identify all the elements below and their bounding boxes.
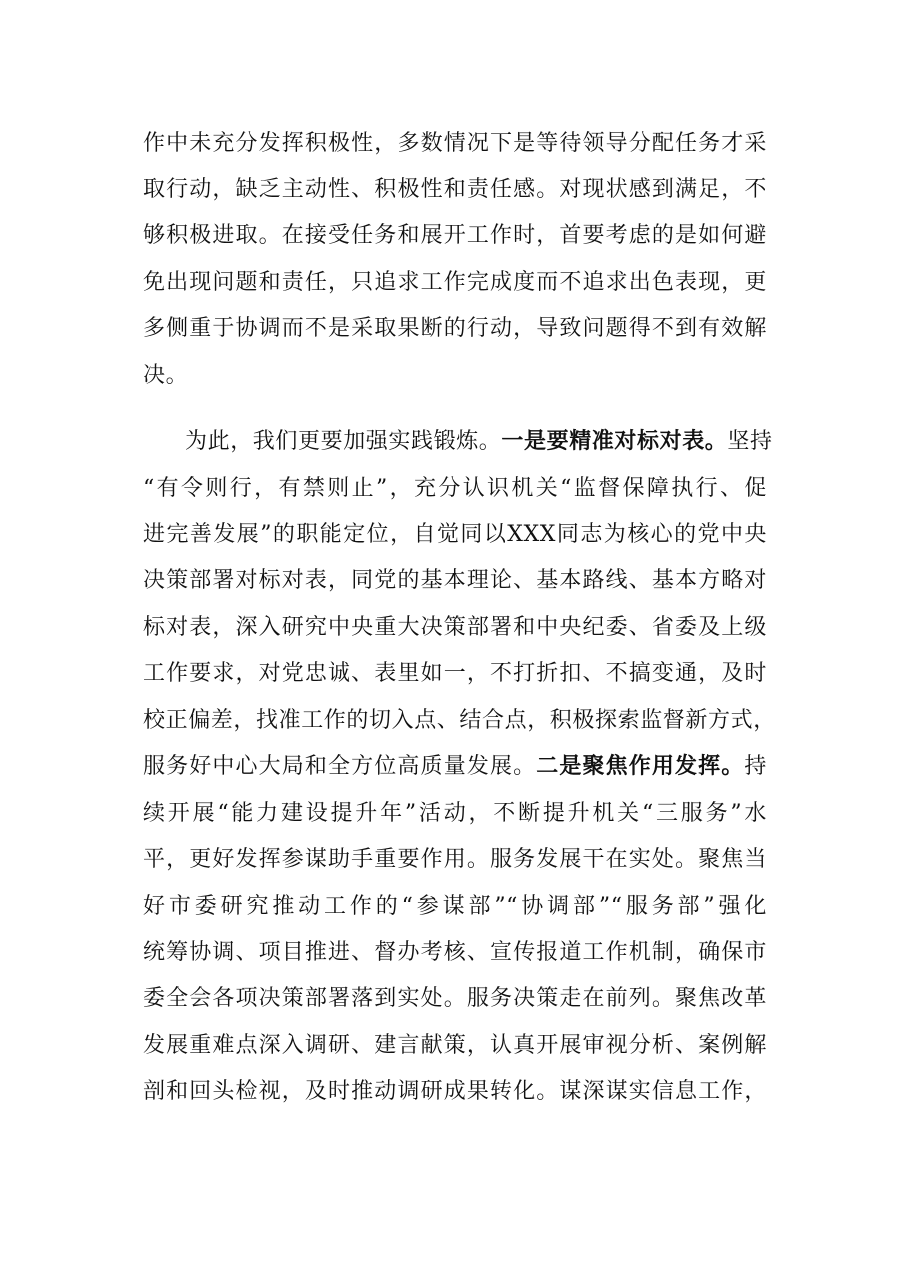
text-line: 平，更好发挥参谋助手重要作用。服务发展干在实处。聚焦当 <box>143 847 767 872</box>
text-line: 决策部署对标对表，同党的基本理论、基本路线、基本方略对 <box>143 568 767 593</box>
text-line: 委全会各项决策部署落到实处。服务决策走在前列。聚焦改革 <box>143 986 767 1011</box>
text-line: 作中未充分发挥积极性，多数情况下是等待领导分配任务才采 <box>143 131 767 156</box>
text-line: 工作要求，对党忠诚、表里如一，不打折扣、不搞变通，及时 <box>143 661 767 686</box>
text-line <box>185 427 773 457</box>
text-line: 续开展“能力建设提升年”活动，不断提升机关“三服务”水 <box>143 801 767 826</box>
text-line: 够积极进取。在接受任务和展开工作时，首要考虑的是如何避 <box>143 223 767 248</box>
text-line: 标对表，深入研究中央重大决策部署和中央纪委、省委及上级 <box>143 615 767 640</box>
text-line: 剖和回头检视，及时推动调研成果转化。谋深谋实信息工作， <box>143 1079 767 1104</box>
text-run: 为此，我们更要加强实践锻炼。 <box>185 429 502 454</box>
text-line: “有令则行，有禁则止”，充分认识机关“监督保障执行、促 <box>143 476 767 501</box>
text-line: 决。 <box>143 363 189 388</box>
bold-heading-2: 二是聚焦作用发挥。 <box>536 754 745 779</box>
text-line: 多侧重于协调而不是采取果断的行动，导致问题得不到有效解 <box>143 316 767 341</box>
text-line: 免出现问题和责任，只追求工作完成度而不追求出色表现，更 <box>143 270 767 295</box>
text-run: 服务好中心大局和全方位高质量发展。 <box>143 754 537 779</box>
text-run: 坚持 <box>727 429 773 454</box>
text-line: 好市委研究推动工作的“参谋部”“协调部”“服务部”强化 <box>143 894 767 919</box>
text-run: 持 <box>744 754 767 779</box>
text-line: 统筹协调、项目推进、督办考核、宣传报道工作机制，确保市 <box>143 940 767 965</box>
text-line: 校正偏差，找准工作的切入点、结合点，积极探索监督新方式， <box>143 708 776 733</box>
text-line: 发展重难点深入调研、建言献策，认真开展审视分析、案例解 <box>143 1033 767 1058</box>
bold-heading-1: 一是要精准对标对表。 <box>501 429 728 454</box>
text-line: 进完善发展”的职能定位，自觉同以XXX同志为核心的党中央 <box>143 522 767 547</box>
text-line <box>143 752 767 782</box>
text-line: 取行动，缺乏主动性、积极性和责任感。对现状感到满足，不 <box>143 177 767 202</box>
